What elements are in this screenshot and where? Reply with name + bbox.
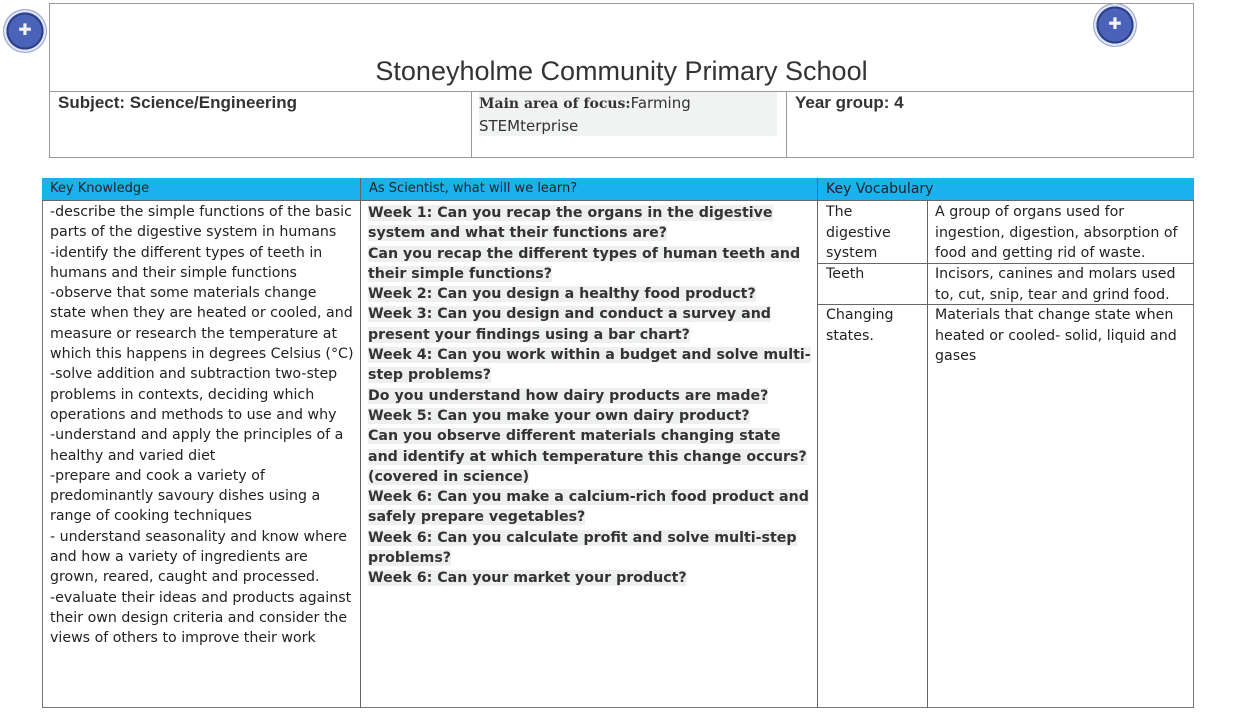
column-divider — [817, 178, 818, 708]
header-key-knowledge: Key Knowledge — [50, 181, 150, 196]
column-divider — [927, 200, 928, 708]
learning-item: Week 1: Can you recap the organs in the digestive system and what their functions are? — [368, 205, 773, 242]
header-row-divider — [42, 200, 1194, 201]
header-divider-vertical — [786, 91, 787, 158]
focus-area — [479, 92, 777, 136]
vocab-term: Teeth — [826, 266, 865, 282]
learning-item: Can you observe different materials changing state and identify at which temperature this change occurs? (covered in science) — [368, 428, 807, 485]
school-title: Stoneyholme Community Primary School — [375, 56, 868, 86]
column-divider — [360, 178, 361, 708]
year-group: Year group: 4 — [795, 93, 904, 112]
learning-item: Week 2: Can you design a healthy food product? — [368, 286, 756, 303]
vocab-definition: Materials that change state when heated or cooled- solid, liquid and gases — [935, 307, 1177, 364]
learning-item: Week 5: Can you make your own dairy product? — [368, 407, 750, 424]
key-knowledge-list — [50, 202, 355, 649]
learning-item: Can you recap the different types of human teeth and their simple functions? — [368, 245, 801, 282]
subject-label: Subject: Science/Engineering — [58, 93, 298, 112]
learning-item: Week 4: Can you work within a budget and solve multi-step problems? — [368, 347, 811, 384]
header-key-vocabulary: Key Vocabulary — [826, 181, 934, 197]
vocab-definition: A group of organs used for ingestion, digestion, absorption of food and getting rid of waste. — [935, 204, 1178, 261]
learning-list — [368, 203, 813, 589]
knowledge-item: - understand seasonality and know where and how a variety of ingredients are grown, reared, caught and processed. — [50, 528, 348, 586]
vocab-term: Changing states. — [826, 307, 894, 344]
knowledge-item: -prepare and cook a variety of predominantly savoury dishes using a range of cooking techniques — [50, 467, 321, 525]
knowledge-item: -solve addition and subtraction two-step problems in contexts, deciding which operations and methods to use and why — [50, 366, 338, 423]
learning-item: Week 6: Can your market your product? — [368, 570, 687, 587]
knowledge-item: -observe that some materials change state when they are heated or cooled, and measure or research the temperature at which this happens in degrees Celsius (°C) — [50, 285, 354, 363]
learning-item: Week 3: Can you design and conduct a survey and present your findings using a bar chart? — [368, 306, 771, 343]
focus-value: Farming STEMterprise — [479, 94, 691, 135]
learning-item: Do you understand how dairy products are made? — [368, 387, 769, 404]
knowledge-item: -understand and apply the principles of a healthy and varied diet — [50, 427, 344, 464]
vocab-definition: Incisors, canines and molars used to, cut, snip, tear and grind food. — [935, 266, 1176, 303]
learning-item: Week 6: Can you calculate profit and solve multi-step problems? — [368, 529, 797, 567]
header-learn: As Scientist, what will we learn? — [369, 181, 578, 196]
vocab-term: The digestive system — [826, 204, 891, 261]
knowledge-item: -describe the simple functions of the basic parts of the digestive system in humans — [50, 204, 352, 241]
focus-label: Main area of focus: — [479, 96, 631, 112]
header-divider-vertical — [471, 91, 472, 158]
learning-item: Week 6: Can you make a calcium-rich food product and safely prepare vegetables? — [368, 489, 809, 526]
knowledge-item: -evaluate their ideas and products against their own design criteria and consider the views of others to improve their work — [50, 589, 352, 647]
school-logo-left — [4, 10, 46, 52]
knowledge-item: -identify the different types of teeth in humans and their simple functions — [50, 244, 323, 281]
table-header-bar — [42, 178, 1194, 200]
